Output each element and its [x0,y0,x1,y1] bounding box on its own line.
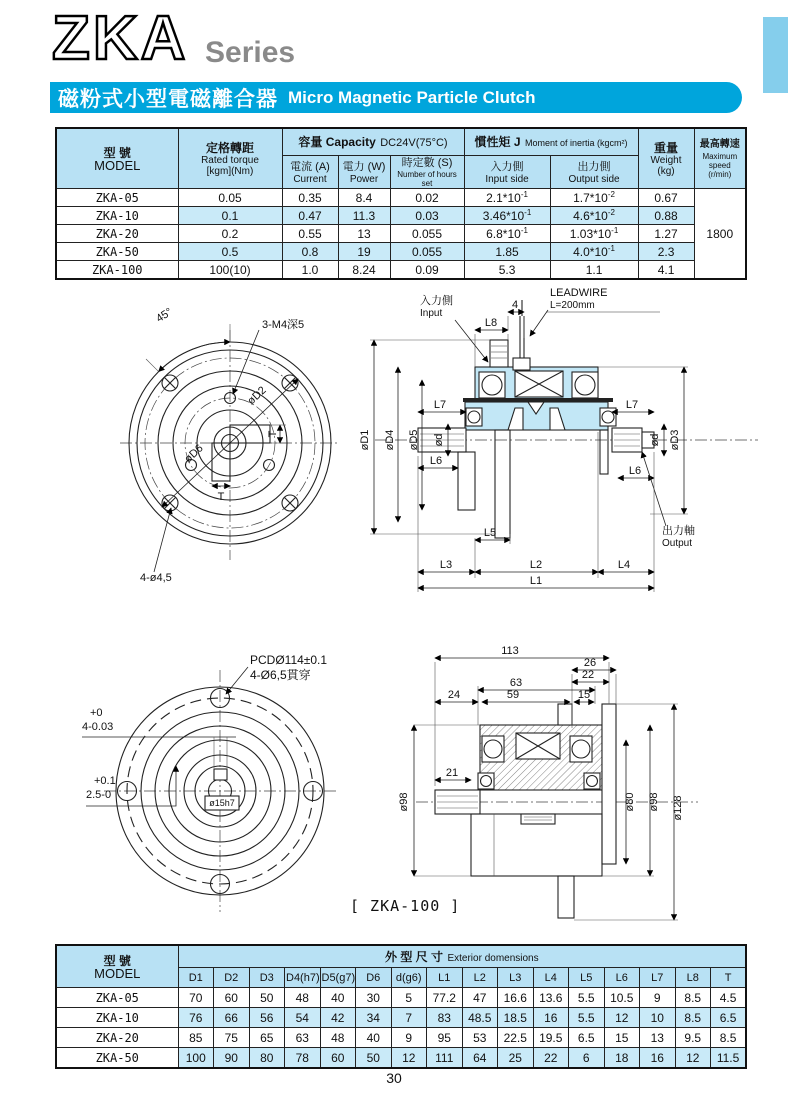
col-header: T [711,968,747,988]
dim-label-26: 26 [583,657,597,669]
dim-cell: 48 [285,988,321,1008]
figure-caption: [ ZKA-100 ] [350,897,461,915]
shaft-bore-label [205,796,239,810]
dim-label-tol1a: +0 [90,707,103,719]
dim-cell: 65 [249,1028,285,1048]
dimension-keyway-width [82,707,236,768]
dim-cell: 16 [533,1008,569,1028]
dim-cell: 18.5 [498,1008,534,1028]
dim-cell: 111 [427,1048,463,1069]
dim-cell: 6.5 [711,1008,747,1028]
dim-label-l6: L6 [628,465,642,477]
dim-label-tol2b: 2.5-0 [86,789,112,801]
section-view-drawing-generic [360,282,770,602]
header-weight: 重量 Weight (kg) [638,128,694,189]
dim-label-59: 59 [506,689,520,701]
spec-cell: 100(10) [178,261,282,280]
dim-label-15: 15 [577,689,591,701]
spec-row [56,261,746,280]
page-edge-tab [763,17,788,93]
input-side-label-en: Input [420,308,443,319]
col-header: D5(g7) [320,968,356,988]
spec-cell: $6.8*10^{-1}$ [464,225,550,243]
title-banner [50,82,742,113]
dim-cell: 15 [604,1028,640,1048]
col-header: L6 [604,968,640,988]
spec-cell: $4.0*10^{-1}$ [550,243,638,261]
col-header: L5 [569,968,605,988]
spec-cell: 0.8 [282,243,338,261]
dim-cell: 76 [178,1008,214,1028]
spec-cell: 1.27 [638,225,694,243]
dim-cell: 80 [249,1048,285,1069]
front-view-drawing-generic [92,288,372,590]
clutch-body [463,367,616,430]
spec-cell: 0.35 [282,189,338,207]
dim-cell: 95 [427,1028,463,1048]
dim-label-4: 4 [511,299,519,311]
dim-label-45deg: 45° [154,305,175,326]
header-output-side: 出力側 Output side [550,156,638,189]
dim-cell: 13 [640,1028,676,1048]
series-label: Series [205,36,296,69]
dim-label-l1: L1 [529,575,543,587]
dim-label-l5: L5 [483,527,497,539]
dim-label-d1: øD1 [359,429,371,451]
dim-label-tol1b: 4-0.03 [82,721,114,733]
header-inertia: 慣性矩 J Moment of inertia (kgcm²) [464,128,638,156]
dim-cell: 90 [214,1048,250,1069]
dim-cell: 9.5 [675,1028,711,1048]
dim-cell: 4.5 [711,988,747,1008]
dim-cell: 19.5 [533,1028,569,1048]
dim-label-od: ød [433,433,445,447]
dim-cell: 70 [178,988,214,1008]
col-header: L2 [462,968,498,988]
dim-cell: 5 [391,988,427,1008]
model-name: ZKA-20 [56,225,178,243]
dim-cell: 48 [320,1028,356,1048]
dimensions-table [55,944,747,1069]
dim-cell: 8.5 [711,1028,747,1048]
model-name: ZKA-10 [56,1008,178,1028]
spec-cell: 0.055 [390,243,464,261]
spec-row [56,189,746,207]
spec-cell: 0.2 [178,225,282,243]
dim-label-d4: øD4 [384,429,396,451]
spec-cell: $1.03*10^{-1}$ [550,225,638,243]
dim-cell: 47 [462,988,498,1008]
dim-label-t: T [267,430,279,438]
col-header: L4 [533,968,569,988]
dim-cell: 64 [462,1048,498,1069]
header-time-constant: 時定數 (S) Number of hours set [390,156,464,189]
spec-cell: $3.46*10^{-1}$ [464,207,550,225]
dim-label-d98-right: ø98 [648,792,660,812]
dim-cell: 12 [604,1008,640,1028]
spec-cell: 13 [338,225,390,243]
dim-cell: 13.6 [533,988,569,1008]
dim-cell: 10 [640,1008,676,1028]
model-name: ZKA-05 [56,988,178,1008]
spec-cell: 0.55 [282,225,338,243]
spec-cell: 0.09 [390,261,464,280]
dim-cell: 9 [640,988,676,1008]
spec-cell: 11.3 [338,207,390,225]
col-header: D2 [214,968,250,988]
dim-label-113: 113 [501,645,519,657]
header-current: 電流 (A) Current [282,156,338,189]
dim-label-l6: L6 [429,455,443,467]
model-name: ZKA-20 [56,1028,178,1048]
spec-cell: $2.1*10^{-1}$ [464,189,550,207]
dim-cell: 9 [391,1028,427,1048]
spec-cell: $1.7*10^{-2}$ [550,189,638,207]
dim-cell: 63 [285,1028,321,1048]
header-exterior-dimensions: 外 型 尺 寸 Exterior domensions [178,945,746,968]
page-number: 30 [386,1070,402,1086]
dim-label-d3: øD3 [669,429,681,451]
model-name: ZKA-05 [56,189,178,207]
title-english: Micro Magnetic Particle Clutch [288,87,536,107]
dim-label-d5: øD5 [408,429,420,451]
spec-cell: 0.47 [282,207,338,225]
header-model: 型 號 MODEL [56,128,178,189]
dim-label-d98-left: ø98 [398,792,410,812]
dim-cell: 12 [391,1048,427,1069]
col-header: L3 [498,968,534,988]
dim-label-m4: 3-M4深5 [262,319,305,331]
dim-row [56,1008,746,1028]
keyway [214,769,227,780]
dim-label-22: 22 [581,669,595,681]
col-header: d(g6) [391,968,427,988]
dim-cell: 53 [462,1028,498,1048]
dim-label-l7: L7 [625,399,639,411]
dim-cell: 85 [178,1028,214,1048]
dim-label-d2: øD2 [245,384,269,408]
clutch-body [478,704,616,864]
spec-cell: 0.67 [638,189,694,207]
center-lines [104,670,336,912]
dim-cell: 40 [356,1028,392,1048]
dim-cell: 16 [640,1048,676,1069]
header-input-side: 入力側 Input side [464,156,550,189]
spec-cell: 1.0 [282,261,338,280]
dim-label-l3: L3 [439,559,453,571]
dim-label-d6: øD6 [182,442,206,466]
leadwire-label-1: LEADWIRE [550,287,608,299]
dim-cell: 50 [356,1048,392,1069]
dim-cell: 16.6 [498,988,534,1008]
dim-cell: 100 [178,1048,214,1069]
spec-cell: 4.1 [638,261,694,280]
leadwire-label-2: L=200mm [550,300,595,311]
model-name: ZKA-10 [56,207,178,225]
col-header: L1 [427,968,463,988]
dim-label-l7: L7 [433,399,447,411]
col-header: L8 [675,968,711,988]
col-header: D6 [356,968,392,988]
dim-label-shaft-bore: ø15h7 [209,798,235,808]
dim-cell: 56 [249,1008,285,1028]
dim-label-t: T [217,491,225,503]
dim-cell: 12 [675,1048,711,1069]
dim-label-63: 63 [509,677,523,689]
header-model: 型 號 MODEL [56,945,178,988]
dim-cell: 34 [356,1008,392,1028]
header-power: 電力 (W) Power [338,156,390,189]
dim-cell: 78 [285,1048,321,1069]
dim-label-l2: L2 [529,559,543,571]
spec-cell: 2.3 [638,243,694,261]
spec-cell: 1.1 [550,261,638,280]
dim-label-pcd: PCDØ114±0.1 [250,653,328,667]
dim-cell: 60 [320,1048,356,1069]
input-side-label-zh: 入力側 [420,295,453,307]
dim-cell: 75 [214,1028,250,1048]
dim-cell: 8.5 [675,988,711,1008]
spec-cell: 0.03 [390,207,464,225]
dim-label-d80: ø80 [624,792,636,812]
model-name: ZKA-50 [56,1048,178,1069]
brand-logo: ZKA [52,4,189,73]
spec-row [56,207,746,225]
dimension-45deg [146,306,230,372]
dim-cell: 10.5 [604,988,640,1008]
dim-cell: 22.5 [498,1028,534,1048]
spec-cell: 19 [338,243,390,261]
dim-label-holes: 4-Ø6,5貫穿 [250,668,311,682]
dim-top [420,287,607,367]
dimension-mount-holes [140,508,172,584]
dim-row [56,1048,746,1069]
spec-cell: 5.3 [464,261,550,280]
output-shaft-label-zh: 出力軸 [662,525,695,537]
col-header: D4(h7) [285,968,321,988]
dim-label-d128: ø128 [672,795,684,821]
header-capacity: 容量 Capacity DC24V(75°C) [282,128,464,156]
model-name: ZKA-50 [56,243,178,261]
section-view-drawing-zka100 [398,628,778,928]
dim-label-l4: L4 [617,559,631,571]
spec-row [56,243,746,261]
output-shaft [612,428,654,452]
dim-label-tol2a: +0.1 [94,775,116,787]
col-header: D1 [178,968,214,988]
output-shaft-label-en: Output [662,538,693,549]
dim-cell: 83 [427,1008,463,1028]
dim-cell: 42 [320,1008,356,1028]
dim-cell: 54 [285,1008,321,1028]
spec-cell: 0.05 [178,189,282,207]
dim-label-od: ød [649,433,661,447]
header-max-speed: 最高轉速 Maximum speed (r/min) [694,128,746,189]
dimension-pcd [226,653,327,694]
dim-cell: 60 [214,988,250,1008]
dim-cell: 77.2 [427,988,463,1008]
dim-label-21: 21 [445,767,459,779]
dim-cell: 30 [356,988,392,1008]
dim-label-l8: L8 [484,317,498,329]
spec-cell: 0.88 [638,207,694,225]
dim-cell: 22 [533,1048,569,1069]
spec-cell: $4.6*10^{-2}$ [550,207,638,225]
dim-cell: 6 [569,1048,605,1069]
dim-cell: 66 [214,1008,250,1028]
col-header: L7 [640,968,676,988]
spec-row [56,225,746,243]
dim-cell: 7 [391,1008,427,1028]
model-name: ZKA-100 [56,261,178,280]
dim-row [56,988,746,1008]
max-speed-value: 1800 [694,189,746,280]
dim-cell: 6.5 [569,1028,605,1048]
dim-cell: 11.5 [711,1048,747,1069]
spec-cell: 1.85 [464,243,550,261]
spec-cell: 0.02 [390,189,464,207]
spec-cell: 0.1 [178,207,282,225]
dim-cell: 40 [320,988,356,1008]
header-rated-torque: 定格轉距 Rated torque [kgm](Nm) [178,128,282,189]
flange-plates [458,430,608,538]
dim-label-24: 24 [447,689,461,701]
dim-right-diameters [598,367,695,549]
spec-cell: 0.5 [178,243,282,261]
spec-cell: 8.4 [338,189,390,207]
dim-bottom-lengths [418,432,654,592]
dim-cell: 5.5 [569,1008,605,1028]
col-header: D3 [249,968,285,988]
front-view-drawing-zka100 [78,634,398,934]
dim-cell: 25 [498,1048,534,1069]
dim-cell: 50 [249,988,285,1008]
dim-row [56,1028,746,1048]
dim-cell: 5.5 [569,988,605,1008]
specification-table [55,127,747,280]
dim-cell: 48.5 [462,1008,498,1028]
dim-cell: 18 [604,1048,640,1069]
dim-cell: 8.5 [675,1008,711,1028]
title-chinese: 磁粉式小型電磁離合器 [58,87,278,111]
dim-label-holes: 4-ø4,5 [140,572,172,584]
spec-cell: 8.24 [338,261,390,280]
spec-cell: 0.055 [390,225,464,243]
